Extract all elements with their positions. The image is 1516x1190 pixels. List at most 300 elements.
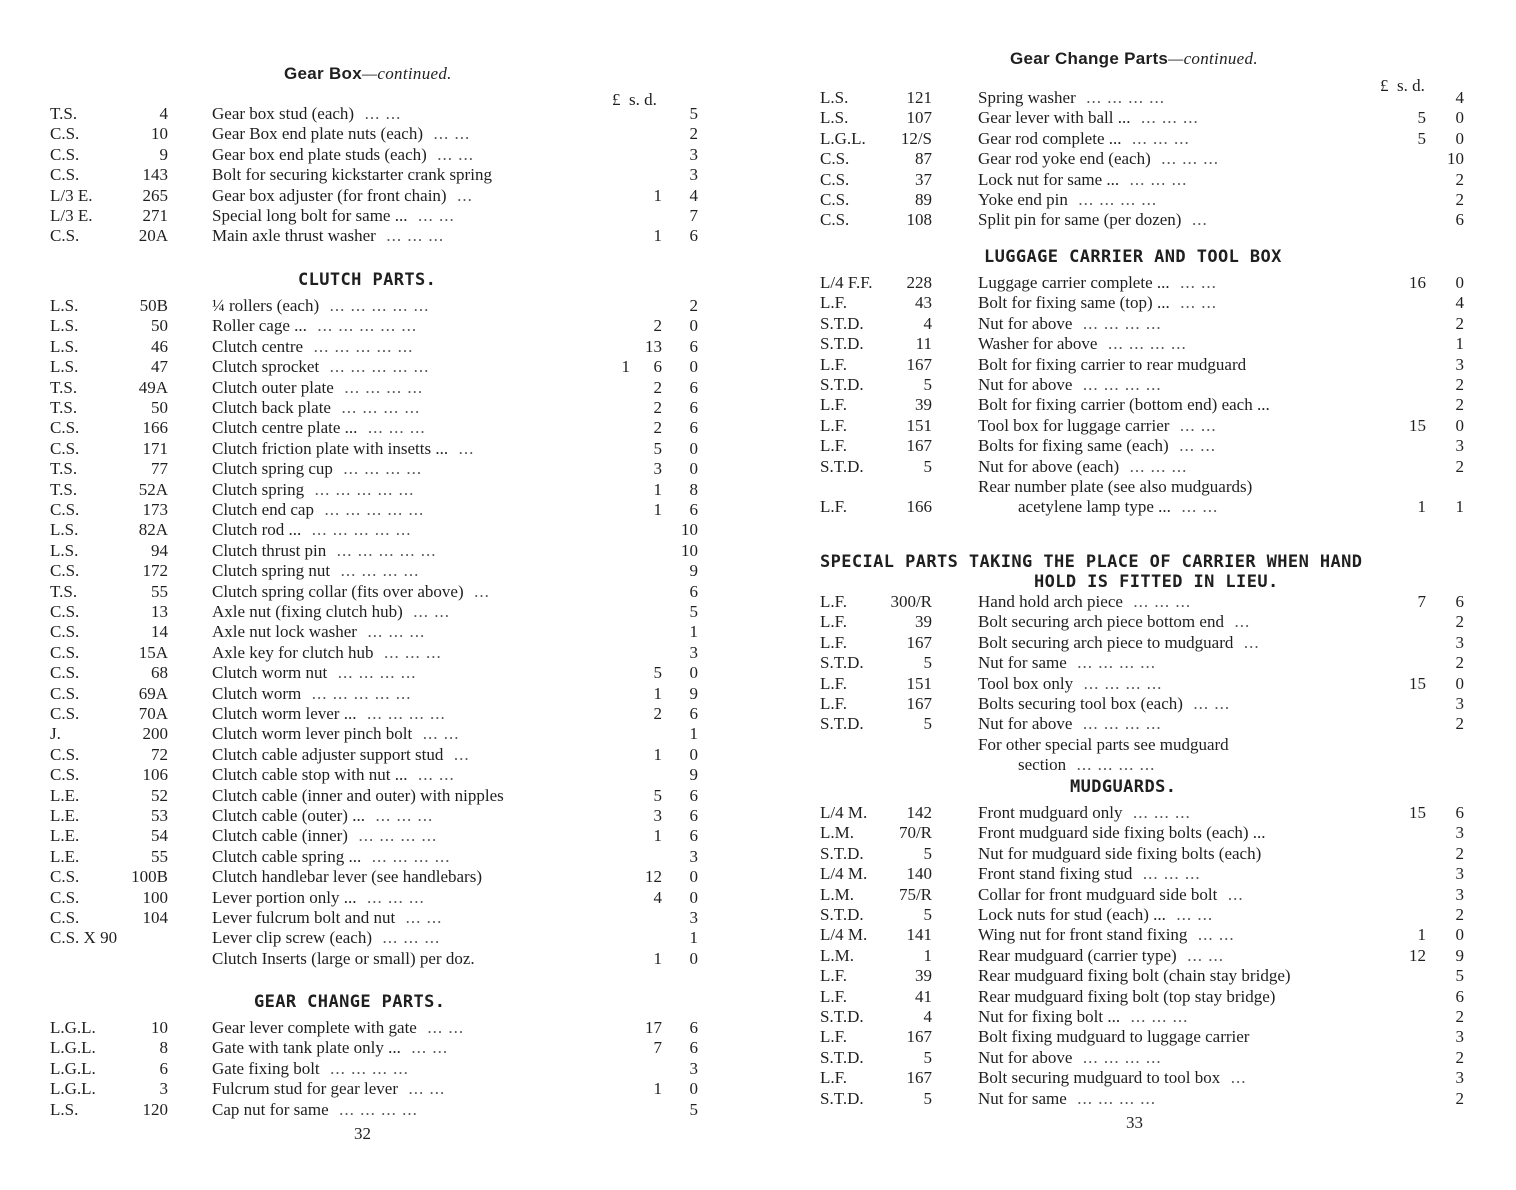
table-row	[50, 1038, 698, 1058]
part-description	[978, 129, 1378, 149]
description-text: Nut for above	[978, 375, 1073, 394]
part-number: 172	[142, 561, 168, 581]
table-row	[820, 864, 1464, 884]
part-number: 53	[151, 806, 168, 825]
price-pence: 4	[689, 185, 698, 205]
part-number: 14	[151, 622, 168, 642]
price-pence: 2	[1455, 375, 1464, 394]
table-row	[820, 755, 1464, 775]
part-code: L.S.	[50, 357, 79, 377]
table-row	[820, 416, 1464, 436]
description-text: Rear mudguard (carrier type)	[978, 945, 1177, 965]
price-shillings: 1	[653, 1079, 662, 1099]
price-pence: 3	[689, 846, 698, 866]
part-description	[978, 477, 1378, 497]
part-code: S.T.D.	[820, 313, 864, 333]
description-text: Nut for same	[978, 1088, 1067, 1108]
part-description	[212, 1038, 612, 1058]
part-code: C.S.	[50, 744, 80, 764]
part-number: 15A	[138, 642, 168, 662]
part-code: L.F.	[820, 293, 847, 313]
table-row	[50, 663, 698, 683]
description-text: Front stand fixing stud	[978, 864, 1133, 884]
leader-dots: ... ... ...	[1122, 803, 1191, 822]
part-description	[978, 1089, 1378, 1109]
price-pence: 6	[689, 500, 698, 519]
part-description	[212, 1079, 612, 1099]
description-text: Bolt for fixing carrier to rear mudguard	[978, 354, 1247, 374]
description-text: Clutch cable (outer) ...	[212, 806, 365, 825]
part-description	[212, 806, 612, 826]
part-number: 228	[906, 273, 932, 292]
part-description	[978, 694, 1378, 714]
price-pence: 1	[689, 928, 698, 948]
part-code: L.S.	[50, 316, 79, 336]
leader-dots: ... ...	[412, 724, 460, 744]
leader-dots: ... ...	[407, 206, 455, 225]
part-description	[978, 823, 1378, 843]
part-number: 77	[151, 459, 168, 479]
part-description	[978, 149, 1378, 169]
price-pence: 2	[689, 124, 698, 144]
part-number: 68	[151, 663, 168, 683]
part-description	[978, 844, 1378, 864]
price-shillings: 1	[653, 744, 662, 764]
leader-dots: ... ...	[398, 1079, 446, 1099]
leader-dots: ... ... ... ...	[1066, 755, 1156, 775]
part-description	[978, 210, 1378, 230]
price-shillings: 2	[653, 398, 662, 417]
part-code: L.F.	[820, 497, 847, 517]
table-row	[820, 457, 1464, 477]
part-description	[978, 88, 1378, 108]
description-text: Clutch cable (inner)	[212, 826, 348, 846]
part-description	[212, 867, 612, 887]
description-text: Front mudguard only	[978, 803, 1123, 822]
page-number: 33	[1126, 1113, 1143, 1132]
description-text: Clutch thrust pin	[212, 540, 327, 560]
price-pence: 2	[1455, 169, 1464, 189]
page-title	[1010, 49, 1258, 69]
table-row	[820, 633, 1464, 653]
leader-dots: ... ... ... ... ...	[319, 357, 430, 377]
part-number: 167	[906, 1068, 932, 1088]
part-code: S.T.D.	[820, 843, 864, 863]
leader-dots: ...	[1233, 632, 1260, 652]
price-pence: 10	[1447, 149, 1464, 169]
title-continued: —continued.	[1168, 49, 1258, 68]
leader-dots: ... ... ...	[1132, 864, 1201, 884]
part-number: 167	[906, 1027, 932, 1047]
price-pence: 0	[689, 357, 698, 377]
description-text: Gear Box end plate nuts (each)	[212, 124, 423, 144]
table-row	[820, 1089, 1464, 1109]
part-description	[978, 885, 1378, 905]
table-row	[50, 806, 698, 826]
part-code: C.S.	[50, 887, 80, 907]
part-description	[978, 1027, 1378, 1047]
part-code: L.F.	[820, 354, 847, 374]
part-description	[978, 334, 1378, 354]
price-pence: 6	[689, 418, 698, 438]
table-row	[820, 1048, 1464, 1068]
description-text: ¼ rollers (each)	[212, 296, 320, 315]
price-shillings: 17	[645, 1018, 662, 1037]
part-code: J.	[50, 724, 61, 744]
part-number: 43	[915, 293, 932, 313]
part-code: S.T.D.	[820, 375, 864, 394]
part-code: C.S.	[50, 418, 80, 438]
part-description	[978, 803, 1378, 823]
part-code: S.T.D.	[820, 653, 864, 673]
description-text: Clutch centre plate ...	[212, 418, 358, 438]
price-pence: 3	[689, 908, 698, 927]
part-number: 50	[151, 398, 168, 417]
price-pence: 3	[1455, 632, 1464, 652]
part-description	[978, 416, 1378, 436]
description-text: Rear mudguard fixing bolt (top stay bridge)	[978, 986, 1276, 1006]
price-pence: 6	[689, 398, 698, 417]
price-pence: 6	[1455, 210, 1464, 230]
part-description	[212, 124, 612, 144]
price-pence: 3	[1455, 694, 1464, 713]
part-number: 173	[142, 500, 168, 519]
price-pence: 6	[689, 1038, 698, 1058]
price-pence: 6	[689, 704, 698, 723]
part-description	[978, 497, 1378, 517]
leader-dots: ... ... ... ... ...	[306, 316, 418, 336]
leader-dots: ... ... ... ...	[1066, 653, 1157, 673]
description-text: Clutch cable adjuster support stud	[212, 744, 444, 764]
price-shillings: 7	[653, 1038, 662, 1058]
part-code: L.G.L.	[50, 1038, 96, 1058]
part-code: L.E.	[50, 846, 80, 866]
part-code: L.S.	[50, 1099, 79, 1119]
part-number: 82A	[138, 520, 168, 540]
part-number: 167	[906, 632, 932, 652]
part-number: 104	[142, 908, 168, 927]
price-pence: 0	[1455, 925, 1464, 945]
part-code: C.S.	[50, 124, 80, 144]
leader-dots: ... ...	[402, 602, 450, 621]
part-code: C.S.	[820, 190, 850, 209]
leader-dots: ... ... ...	[371, 928, 441, 948]
description-text: Rear mudguard fixing bolt (chain stay bridge)	[978, 966, 1291, 986]
part-code: L.F.	[820, 632, 847, 652]
part-code: L.M.	[820, 823, 854, 843]
part-description	[978, 355, 1378, 375]
part-number: 39	[915, 966, 932, 986]
price-pence: 2	[1455, 1047, 1464, 1067]
part-number: 87	[915, 149, 932, 169]
price-pounds: 1	[621, 357, 630, 377]
part-code: L.E.	[50, 826, 80, 846]
table-row	[50, 226, 698, 246]
part-description	[978, 946, 1378, 966]
part-code: L.F.	[820, 436, 847, 456]
description-text: Lock nut for same ...	[978, 169, 1120, 189]
part-code: L/4 M.	[820, 864, 868, 884]
part-number: 5	[923, 843, 932, 863]
leader-dots: ... ... ...	[356, 622, 426, 642]
part-code: L.M.	[820, 945, 854, 965]
price-pence: 0	[1455, 415, 1464, 435]
table-row	[820, 1007, 1464, 1027]
leader-dots: ... ...	[1169, 273, 1217, 292]
description-text: Clutch back plate	[212, 398, 331, 417]
price-pence: 10	[681, 520, 698, 540]
leader-dots: ... ...	[407, 765, 455, 785]
part-number: 39	[915, 612, 932, 632]
price-pence: 6	[689, 826, 698, 846]
part-description	[978, 457, 1378, 477]
table-row	[820, 395, 1464, 415]
part-description	[212, 786, 612, 806]
part-description	[212, 622, 612, 642]
table-row	[820, 925, 1464, 945]
price-pence: 7	[689, 206, 698, 225]
part-description	[212, 337, 612, 357]
part-number: 6	[159, 1058, 168, 1078]
description-text: Gear box stud (each)	[212, 104, 355, 123]
table-row	[820, 497, 1464, 517]
part-number: 4	[923, 1007, 932, 1026]
part-number: 49A	[138, 377, 168, 397]
leader-dots: ... ... ... ...	[347, 826, 438, 846]
description-text: acetylene lamp type ...	[1018, 497, 1171, 517]
part-description	[212, 398, 612, 418]
table-row	[820, 1027, 1464, 1047]
table-row	[50, 145, 698, 165]
table-row	[820, 314, 1464, 334]
price-pence: 2	[1455, 843, 1464, 863]
description-text: Nut for fixing bolt ...	[978, 1007, 1121, 1026]
table-row	[50, 867, 698, 887]
price-pence: 2	[1455, 1007, 1464, 1026]
table-row	[820, 293, 1464, 313]
price-pence: 2	[689, 296, 698, 315]
table-row	[820, 714, 1464, 734]
leader-dots: ... ... ... ... ...	[303, 336, 414, 356]
title-continued: —continued.	[362, 64, 452, 83]
part-code: C.S.	[50, 683, 80, 703]
description-text: Bolt for fixing same (top) ...	[978, 293, 1170, 313]
part-number: 70/R	[898, 823, 932, 843]
leader-dots: ... ...	[1168, 436, 1216, 456]
part-number: 10	[151, 1018, 168, 1037]
price-pence: 9	[689, 561, 698, 581]
description-text: For other special parts see mudguard	[978, 734, 1229, 754]
price-pence: 3	[1455, 884, 1464, 904]
price-pence: 1	[689, 622, 698, 642]
part-code: C.S.	[50, 500, 80, 519]
description-text: Special long bolt for same ...	[212, 206, 408, 225]
price-shillings: 2	[653, 316, 662, 336]
table-row	[50, 418, 698, 438]
table-row	[820, 436, 1464, 456]
price-pence: 2	[1455, 905, 1464, 924]
table-row	[820, 844, 1464, 864]
price-pence: 0	[689, 663, 698, 683]
table-row	[820, 592, 1464, 612]
description-text: Clutch rod ...	[212, 520, 302, 540]
price-shillings: 7	[1417, 592, 1426, 611]
part-number: 55	[151, 846, 168, 866]
table-row	[50, 1100, 698, 1120]
leader-dots: ... ... ... ... ...	[313, 500, 425, 519]
table-row	[50, 786, 698, 806]
price-pence: 2	[1455, 612, 1464, 632]
part-code: L/3 E.	[50, 206, 93, 225]
table-row	[820, 129, 1464, 149]
description-text: Gear rod complete ...	[978, 128, 1122, 148]
part-number: 10	[151, 124, 168, 144]
price-shillings: 4	[653, 887, 662, 907]
pence-header: d.	[1412, 76, 1425, 95]
leader-dots: ... ...	[1165, 905, 1214, 924]
part-description	[978, 612, 1378, 632]
part-number: 108	[906, 210, 932, 230]
table-row	[820, 170, 1464, 190]
price-pence: 0	[689, 438, 698, 458]
part-description	[212, 104, 612, 124]
part-description	[212, 684, 612, 704]
leader-dots: ... ... ... ... ...	[301, 683, 412, 703]
table-row	[50, 296, 698, 316]
price-shillings: 15	[1409, 803, 1426, 822]
description-text: Cap nut for same	[212, 1099, 329, 1119]
price-pence: 6	[689, 806, 698, 825]
price-shillings: 12	[645, 867, 662, 887]
table-row	[50, 643, 698, 663]
part-description	[212, 459, 612, 479]
price-pence: 1	[1455, 334, 1464, 354]
leader-dots: ...	[1223, 612, 1251, 632]
table-row	[820, 885, 1464, 905]
table-row	[50, 316, 698, 336]
table-row	[50, 459, 698, 479]
leader-dots: ... ... ... ...	[1067, 190, 1158, 209]
part-code: C.S.	[820, 149, 850, 169]
part-description	[212, 602, 612, 622]
leader-dots: ... ... ... ... ...	[319, 296, 430, 315]
price-pence: 6	[689, 1018, 698, 1037]
price-shillings: 1	[653, 226, 662, 246]
price-shillings: 1	[1417, 497, 1426, 517]
part-description	[978, 1068, 1378, 1088]
price-shillings: 15	[1409, 415, 1426, 435]
part-code: L.F.	[820, 986, 847, 1006]
table-row	[50, 745, 698, 765]
price-shillings: 2	[653, 704, 662, 723]
table-row	[820, 210, 1464, 230]
description-text: Clutch spring cup	[212, 459, 333, 479]
part-description	[978, 735, 1378, 755]
part-number: 50B	[139, 296, 168, 315]
leader-dots: ... ... ... ...	[1072, 714, 1162, 734]
leader-dots: ... ... ...	[356, 887, 425, 907]
part-description	[212, 541, 612, 561]
part-description	[978, 273, 1378, 293]
part-number: 5	[923, 456, 932, 476]
leader-dots: ... ...	[426, 144, 475, 164]
description-text: Clutch cable (inner and outer) with nipples	[212, 785, 504, 805]
description-text: Rear number plate (see also mudguards)	[978, 477, 1253, 496]
part-number: 120	[142, 1099, 168, 1119]
part-number: 20A	[138, 226, 168, 246]
price-pence: 5	[689, 104, 698, 123]
description-text: Bolt securing arch piece to mudguard	[978, 632, 1234, 652]
price-pence: 4	[1455, 293, 1464, 313]
price-pence: 6	[689, 226, 698, 246]
part-description	[212, 724, 612, 744]
description-text: Lever clip screw (each)	[212, 928, 372, 948]
table-row	[820, 694, 1464, 714]
title-main: Gear Box	[284, 64, 362, 83]
leader-dots: ... ... ...	[1121, 128, 1190, 148]
leader-dots: ... ...	[1170, 497, 1219, 517]
part-description	[212, 949, 612, 969]
price-pence: 3	[1455, 436, 1464, 456]
table-row	[820, 190, 1464, 210]
price-pence: 5	[1455, 966, 1464, 986]
description-text: Yoke end pin	[978, 190, 1068, 209]
part-description	[212, 1100, 612, 1120]
table-row	[820, 612, 1464, 632]
part-code: S.T.D.	[820, 1047, 864, 1067]
table-row	[50, 765, 698, 785]
leader-dots: ... ... ...	[373, 642, 442, 662]
part-number: 100	[142, 887, 168, 907]
price-pence: 2	[1455, 714, 1464, 734]
table-row	[50, 888, 698, 908]
part-code: L/4 M.	[820, 925, 868, 945]
table-row	[820, 334, 1464, 354]
leader-dots: ... ... ...	[357, 418, 426, 438]
part-description	[212, 643, 612, 663]
description-text: Clutch worm lever pinch bolt	[212, 724, 413, 744]
description-text: Gear box adjuster (for front chain)	[212, 185, 447, 205]
table-row	[50, 165, 698, 185]
part-code: L.S.	[50, 520, 79, 540]
part-code: C.S.	[50, 622, 80, 642]
table-row	[820, 108, 1464, 128]
part-code: C.S.	[50, 226, 80, 246]
table-row	[820, 149, 1464, 169]
pounds-header: £	[612, 90, 621, 109]
part-code: C.S.	[50, 165, 80, 185]
part-number: 5	[923, 714, 932, 734]
table-row	[820, 355, 1464, 375]
price-shillings: 1	[653, 683, 662, 703]
price-pence: 8	[689, 479, 698, 499]
part-code: L.E.	[50, 806, 80, 825]
page-number: 32	[354, 1124, 371, 1143]
part-code: C.S.	[50, 908, 80, 927]
part-number: 107	[906, 108, 932, 128]
part-code: L.S.	[50, 336, 79, 356]
price-pence: 3	[689, 1058, 698, 1078]
table-row	[50, 398, 698, 418]
price-pence: 0	[1455, 273, 1464, 292]
part-code: L.G.L.	[50, 1018, 96, 1037]
part-code: T.S.	[50, 104, 78, 123]
part-code: T.S.	[50, 479, 78, 499]
price-shillings: 2	[653, 377, 662, 397]
leader-dots: ... ... ... ...	[327, 663, 417, 683]
part-number: 52	[151, 785, 168, 805]
price-shillings: 2	[653, 418, 662, 438]
